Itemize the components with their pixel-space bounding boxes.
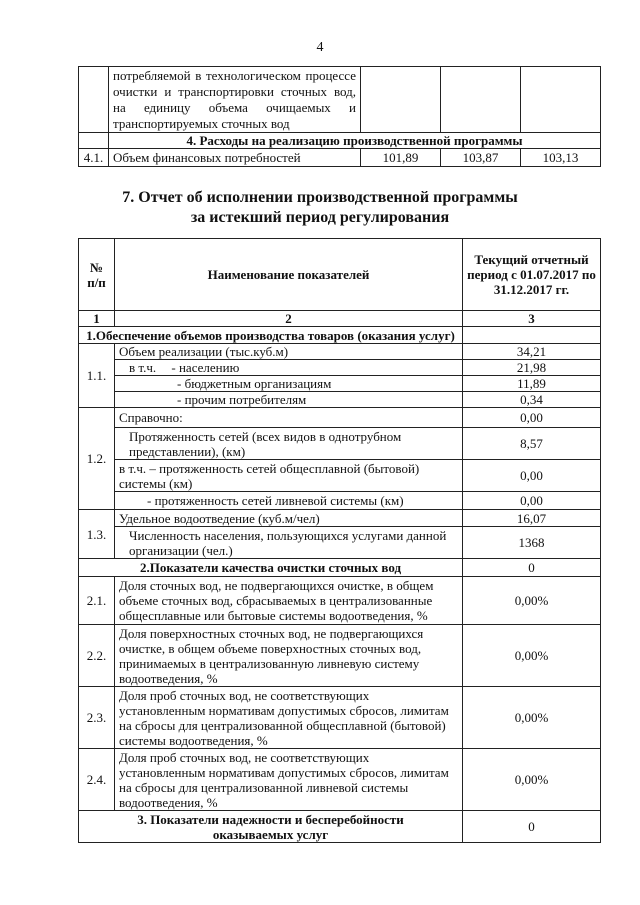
header-value: Текущий отчетный период с 01.07.2017 по 31.12.2017 гг. xyxy=(463,239,601,311)
row-name: Удельное водоотведение (куб.м/чел) xyxy=(115,510,463,527)
section4-title: 4. Расходы на реализацию производственной программы xyxy=(109,133,601,149)
report-heading xyxy=(0,188,640,228)
row-name: - бюджетным организациям xyxy=(115,376,463,392)
carry-text: потребляемой в технологическом процессе очистки и транспортировки сточных вод, на единицу объема очищаемых и транспортируемых сточных вод xyxy=(109,67,361,133)
row-name: Численность населения, пользующихся услугами данной организации (чел.) xyxy=(115,527,463,559)
top-table xyxy=(78,66,601,167)
value-cell: 0,00% xyxy=(463,687,601,749)
value-cell: 0,34 xyxy=(463,392,601,408)
value-cell: 103,87 xyxy=(441,149,521,167)
value-cell: 21,98 xyxy=(463,360,601,376)
row-name: - протяженность сетей ливневой системы (км) xyxy=(115,492,463,510)
section2-title: 2.Показатели качества очистки сточных вод xyxy=(79,559,463,577)
header-num: № п/п xyxy=(79,239,115,311)
row-name: - прочим потребителям xyxy=(115,392,463,408)
value-cell: 0,00% xyxy=(463,625,601,687)
value-cell: 103,13 xyxy=(521,149,601,167)
row-name: Объем финансовых потребностей xyxy=(109,149,361,167)
value-cell: 0,00 xyxy=(463,492,601,510)
value-cell: 0 xyxy=(463,559,601,577)
value-cell: 34,21 xyxy=(463,344,601,360)
header-name: Наименование показателей xyxy=(115,239,463,311)
row-name: Доля проб сточных вод, не соответствующих установленным нормативам допустимых сбросов, лимитам на сбросы для централизованной ливневой системы водоотведения, % xyxy=(115,749,463,811)
report-heading-line1: 7. Отчет об исполнении производственной программы xyxy=(122,189,518,206)
row-name: Объем реализации (тыс.куб.м) xyxy=(115,344,463,360)
section3-title: 3. Показатели надежности и бесперебойности оказываемых услуг xyxy=(79,811,463,843)
page-number: 4 xyxy=(316,40,324,55)
row-prefix: в т.ч. xyxy=(129,360,157,375)
value-cell: 0,00% xyxy=(463,577,601,625)
row-number: 1.2. xyxy=(79,408,115,510)
colnum-1: 1 xyxy=(79,311,115,327)
row-name: Протяженность сетей (всех видов в однотрубном представлении), (км) xyxy=(115,428,463,460)
row-number: 2.3. xyxy=(79,687,115,749)
row-number: 1.1. xyxy=(79,344,115,408)
value-cell: 16,07 xyxy=(463,510,601,527)
value-cell: 0 xyxy=(463,811,601,843)
row-number: 2.4. xyxy=(79,749,115,811)
report-table xyxy=(78,238,601,843)
report-heading-line2: за истекший период регулирования xyxy=(190,209,450,226)
value-cell: 0,00% xyxy=(463,749,601,811)
row-number: 4.1. xyxy=(79,149,109,167)
value-cell: 11,89 xyxy=(463,376,601,392)
value-cell: 1368 xyxy=(463,527,601,559)
row-name: Справочно: xyxy=(115,408,463,428)
row-name: Доля проб сточных вод, не соответствующих установленным нормативам допустимых сбросов, лимитам на сбросы для централизованной общесплавной (бытовой) системы водоотведения, % xyxy=(115,687,463,749)
row-name: в т.ч. – протяженность сетей общесплавной (бытовой) системы (км) xyxy=(115,460,463,492)
value-cell: 0,00 xyxy=(463,408,601,428)
row-name: Доля сточных вод, не подвергающихся очистке, в общем объеме сточных вод, сбрасываемых в централизованные общесплавные или бытовые системы водоотведения, % xyxy=(115,577,463,625)
row-number: 2.1. xyxy=(79,577,115,625)
value-cell: 8,57 xyxy=(463,428,601,460)
row-subname: - населению xyxy=(171,360,240,375)
row-number: 1.3. xyxy=(79,510,115,559)
colnum-2: 2 xyxy=(115,311,463,327)
row-number: 2.2. xyxy=(79,625,115,687)
row-name xyxy=(115,360,463,376)
row-name: Доля поверхностных сточных вод, не подвергающихся очистке, в общем объеме поверхностных сточных вод, принимаемых в централизованную ливневую систему водоотведения, % xyxy=(115,625,463,687)
value-cell: 0,00 xyxy=(463,460,601,492)
value-cell: 101,89 xyxy=(361,149,441,167)
section1-title: 1.Обеспечение объемов производства товаров (оказания услуг) xyxy=(79,327,463,344)
colnum-3: 3 xyxy=(463,311,601,327)
